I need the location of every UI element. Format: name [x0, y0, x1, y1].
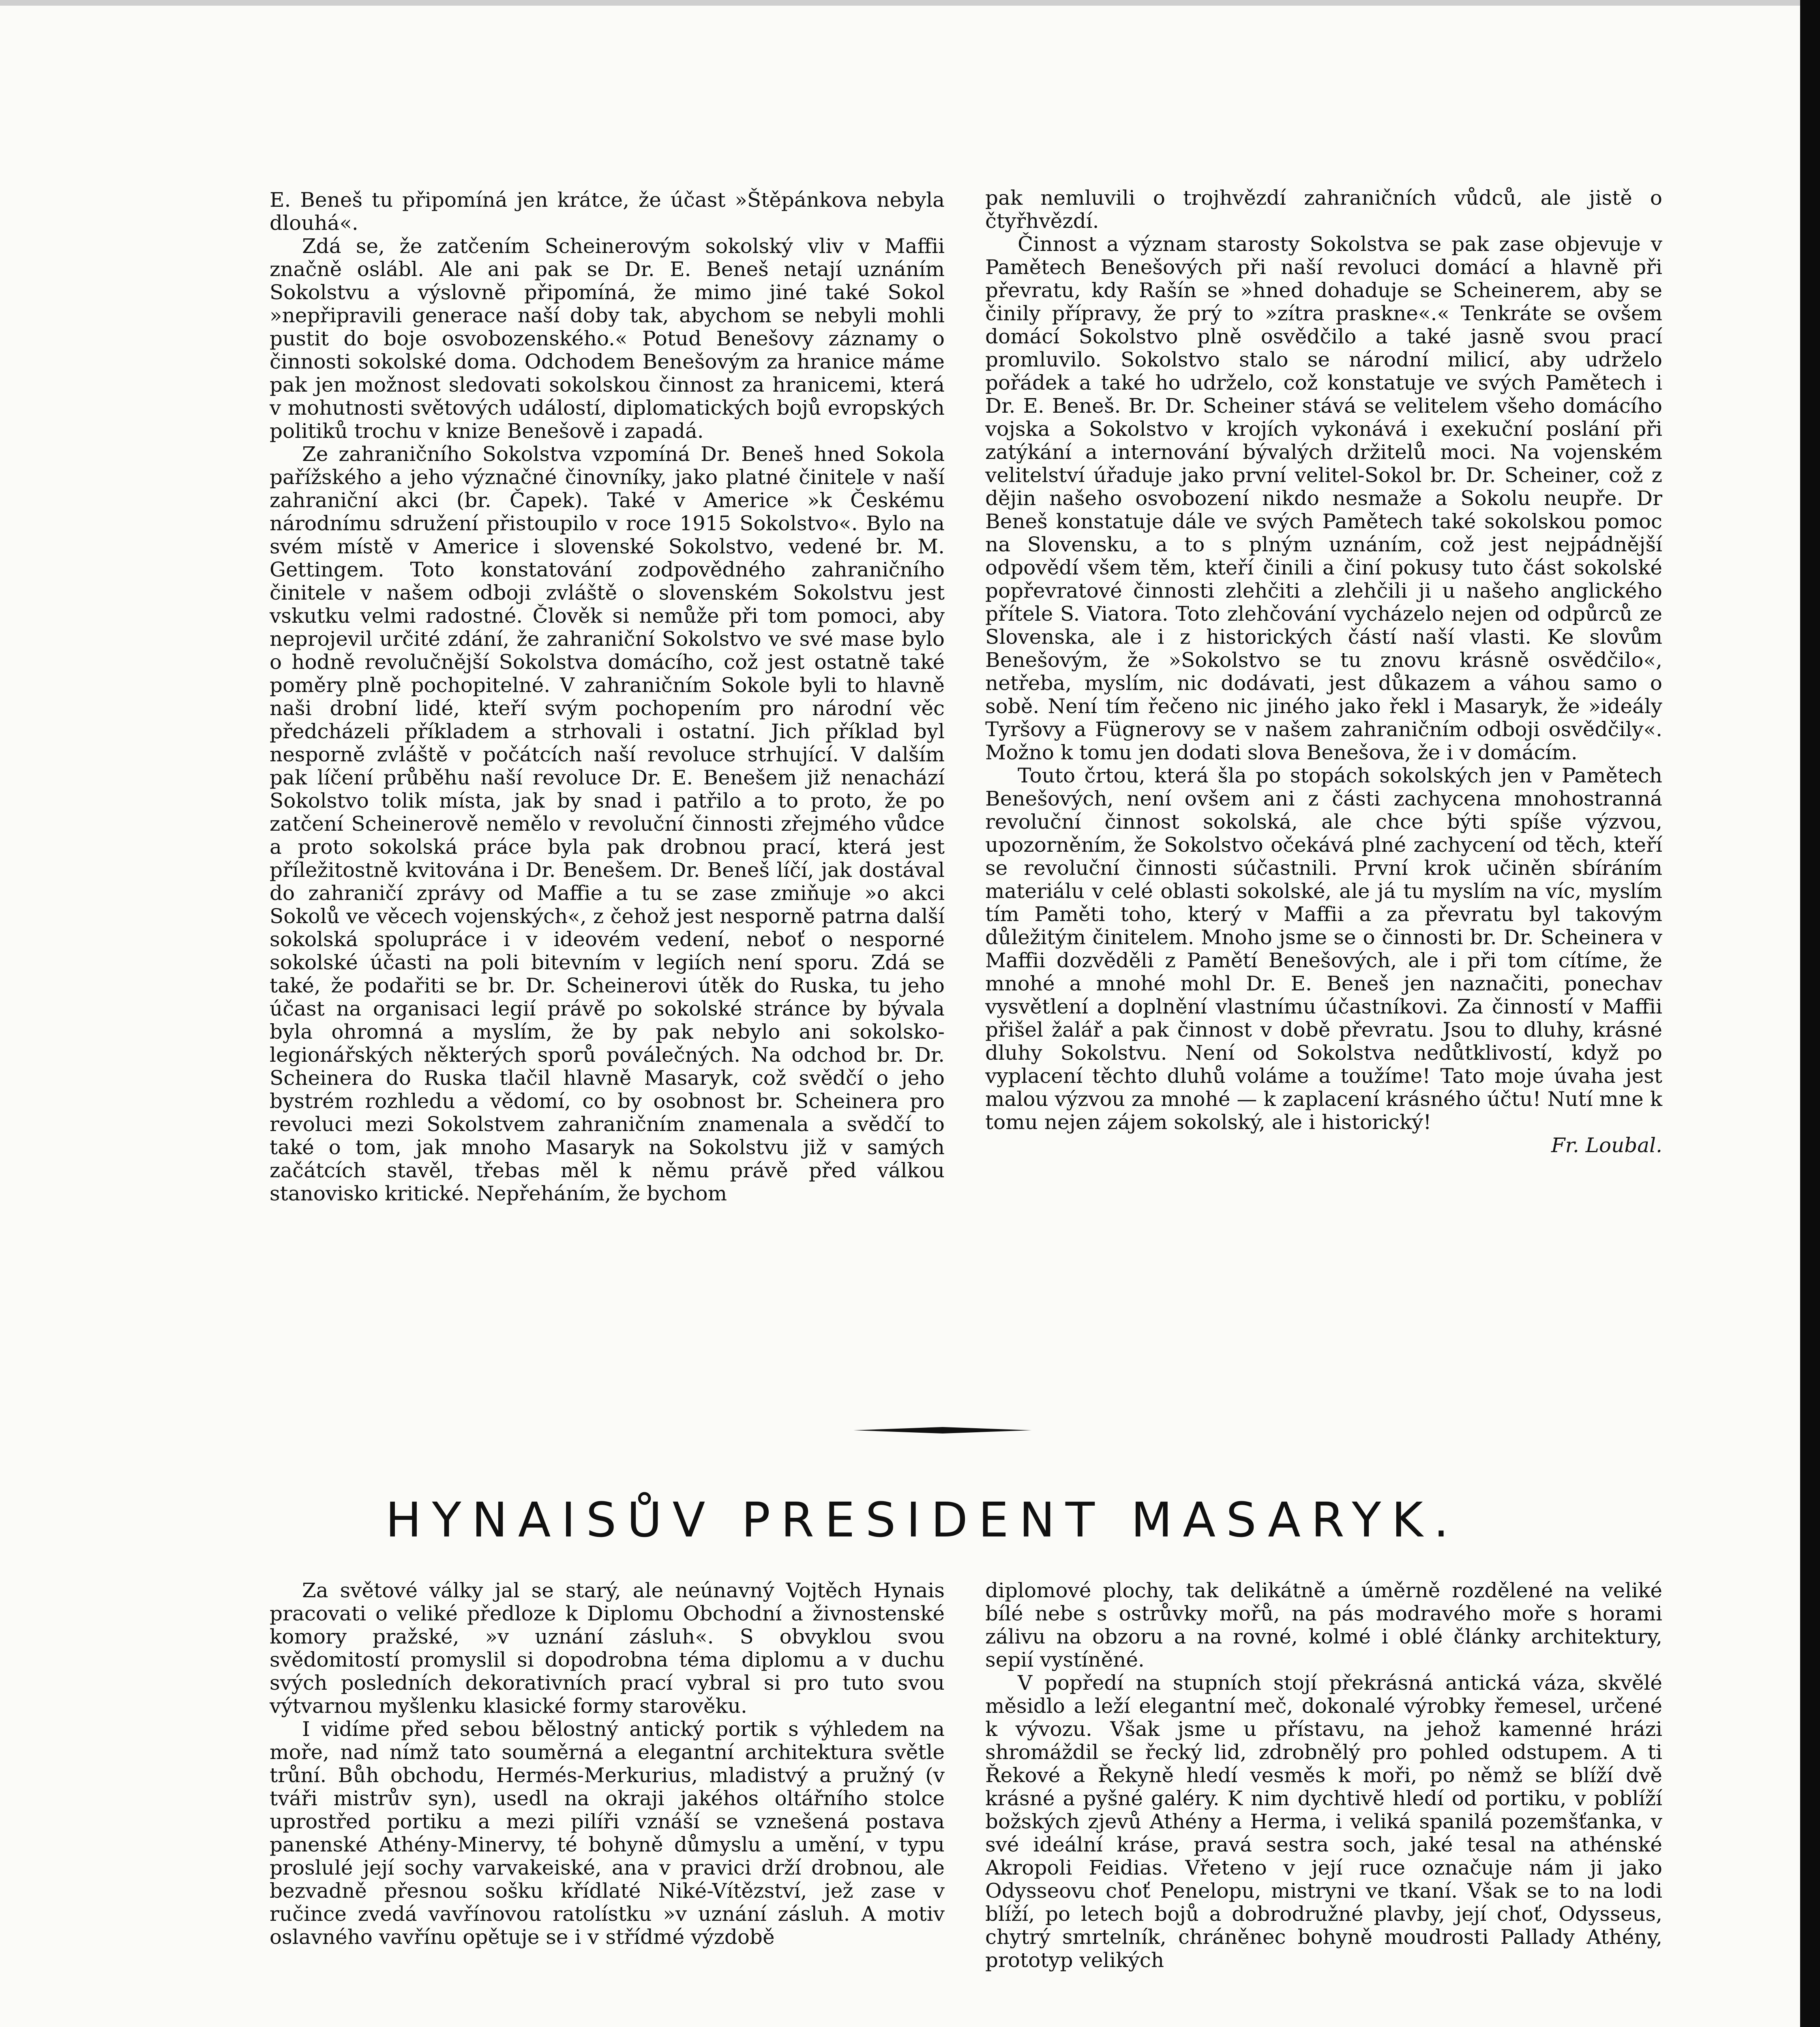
author-signature: Fr. Loubal. — [1551, 1133, 1662, 1157]
paragraph: E. Beneš tu připomíná jen krátce, že účast »Štěpánkova nebyla dlouhá«. — [270, 188, 945, 235]
scan-right-edge — [1800, 0, 1820, 2027]
scan-top-edge — [0, 0, 1800, 6]
paragraph: Ze zahraničního Sokolstva vzpomíná Dr. Beneš hned Sokola pařížského a jeho význačné činovníky, jako platné činitele v naší zahraniční akci (br. Čapek). Také v Americe »k Českému národnímu sdružení přistoupilo v roce 1915 Sokolstvo«. Bylo na svém místě v Americe i slovenské Sokolstvo, vedené br. M. Gettingem. Toto konstatování zodpovědného zahraničního činitele v našem odboji zvláště o slovenském Sokolstvu jest vskutku velmi radostné. Člověk si nemůže při tom pomoci, aby neprojevil určité zdání, že zahraniční Sokolstvo ve své mase bylo o hodně revolučnější Sokolstva domácího, což jest ostatně také poměry plně pochopitelné. V zahraničním Sokole byli to hlavně naši drobní lidé, kteří svým pochopením pro národní věc předcházeli příkladem a strhovali i ostatní. Jich příklad byl nesporně zvláště v počátcích naší revoluce strhující. V dalším pak líčení průběhu naší revoluce Dr. E. Benešem již nenachází Sokolstvo tolik místa, jak by snad i patřilo a to proto, že po zatčení Scheinerově nemělo v revoluční činnosti zřejmého vůdce a proto sokolská práce byla pak drobnou prací, která jest příležitostně kvitována i Dr. Benešem. Dr. Beneš líčí, jak dostával do zahraničí zprávy od Maffie a tu se zase zmiňuje »o akci Sokolů ve věcech vojenských«, z čehož jest nesporně patrna další sokolská spolupráce i v ideovém vedení, neboť o nesporné sokolské účasti na poli bitevním v legiích není sporu. Zdá se také, že podařiti se br. Dr. Scheinerovi útěk do Ruska, tu jeho účast na organisaci legií právě po sokolské stránce by bývala byla ohromná a myslím, že by pak nebylo ani sokolsko-legionářských některých sporů poválečných. Na odchod br. Dr. Scheinera do Ruska tlačil hlavně Masaryk, což svědčí o jeho bystrém rozhledu a vědomí, co by osobnost br. Scheinera pro revoluci mezi Sokolstvem zahraničním znamenala a svědčí to také o tom, jak mnoho Masaryk na Sokolstvu již v samých začátcích stavěl, třebas měl k němu právě před válkou stanovisko kritické. Nepřeháním, že bychom — [270, 442, 945, 1205]
paragraph: Činnost a význam starosty Sokolstva se pak zase objevuje v Pamětech Benešových při naší revoluci domácí a hlavně při převratu, kdy Rašín se »hned dohaduje se Scheinerem, aby se činily přípravy, že prý to »zítra praskne«.« Tenkráte se ovšem domácí Sokolstvo plně osvědčilo a také jasně svou prací promluvilo. Sokolstvo stalo se národní milicí, aby udrželo pořádek a také ho udrželo, což konstatuje ve svých Pamětech i Dr. E. Beneš. Br. Dr. Scheiner stává se velitelem všeho domácího vojska a Sokolstvo v krojích vykonává i exekuční poslání při zatýkání a internování bývalých držitelů moci. Na vojenském velitelství úřaduje jako první velitel-Sokol br. Dr. Scheiner, což z dějin našeho osvobození nikdo nesmaže a Sokolu neupře. Dr Beneš konstatuje dále ve svých Pamětech také sokolskou pomoc na Slovensku, a to s plným uznáním, což jest nejpádnější odpovědí všem těm, kteří činili a činí pokusy tuto část sokolské popřevratové činnosti zlehčiti a zlehčili ji u našeho anglického přítele S. Viatora. Toto zlehčování vycházelo nejen od odpůrců ze Slovenska, ale i z historických částí naší vlasti. Ke slovům Benešovým, že »Sokolstvo se tu znovu krásně osvědčilo«, netřeba, myslím, nic dodávati, jest důkazem a váhou samo o sobě. Není tím řečeno nic jiného jako řekl i Masaryk, že »ideály Tyršovy a Fügnerovy se v našem zahraničním odboji osvědčily«. Možno k tomu jen dodati slova Benešova, že i v domácím. — [985, 232, 1662, 764]
top-article-left-column — [270, 189, 945, 1205]
top-article-right-column — [985, 186, 1662, 1157]
paragraph: pak nemluvili o trojhvězdí zahraničních vůdců, ale jistě o čtyřhvězdí. — [985, 186, 1662, 233]
bottom-article-left-column — [270, 1579, 945, 1949]
paragraph: Zdá se, že zatčením Scheinerovým sokolský vliv v Maffii značně oslábl. Ale ani pak se Dr. E. Beneš netají uznáním Sokolstvu a výslovně připomíná, že mimo jiné také Sokol »nepřipravili generace naší doby tak, abychom se nebyli mohli pustit do boje osvobozenského.« Potud Benešovy záznamy o činnosti sokolské doma. Odchodem Benešovým za hranice máme pak jen možnost sledovati sokolskou činnost za hranicemi, která v mohutnosti světových událostí, diplomatických bojů evropských politiků trochu v knize Benešově i zapadá. — [270, 234, 945, 443]
section-divider-rule — [853, 1427, 1032, 1433]
paragraph: Za světové války jal se starý, ale neúnavný Vojtěch Hynais pracovati o veliké předloze k Diplomu Obchodní a živnostenské komory pražské, »v uznání zásluh«. S obvyklou svou svědomitostí promyslil si dopodrobna téma diplomu a v duchu svých posledních dekorativních prací vybral si pro tuto svou výtvarnou myšlenku klasické formy starověku. — [270, 1579, 945, 1718]
bottom-article-right-column — [985, 1579, 1662, 1972]
paragraph: I vidíme před sebou bělostný antický portik s výhledem na moře, nad nímž tato souměrná a elegantní architektura světle trůní. Bůh obchodu, Hermés-Merkurius, mladistvý a pružný (v tváři mistrův syn), usedl na okraji jakéhos oltářního stolce uprostřed portiku a mezi pilíři vznáší se vznešená postava panenské Athény-Minervy, té bohyně důmyslu a umění, v typu proslulé její sochy varvakeiské, ana v pravici drží drobnou, ale bezvadně přesnou sošku křídlaté Niké-Vítězství, jež zase v ručince zvedá vavřínovou ratolístku »v uznání zásluh. A motiv oslavného vavřínu opětuje se i v střídmé výzdobě — [270, 1717, 945, 1949]
divider-shape — [853, 1427, 1032, 1433]
article-title: HYNAISŮV PRESIDENT MASARYK. — [385, 1492, 1460, 1548]
paragraph: diplomové plochy, tak delikátně a úměrně rozdělené na veliké bílé nebe s ostrůvky mořů, na pás modravého moře s horami zálivu na obzoru a na rovné, kolmé i oblé články architektury, sepií vystíněné. — [985, 1579, 1662, 1671]
paragraph: V popředí na stupních stojí překrásná antická váza, skvělé měsidlo a leží elegantní meč, dokonalé výrobky řemesel, určené k vývozu. Však jsme u přístavu, na jehož kamenné hrázi shromáždil se řecký lid, zdrobnělý pro pohled odstupem. A ti Řekové a Řekyně hledí vesměs k moři, po němž se blíží dvě krásné a pyšné galéry. K nim dychtivě hledí od portiku, v poblíží božských zjevů Athény a Herma, i veliká spanilá pozemšťanka, v své ideální kráse, pravá sestra soch, jaké tesal na athénské Akropoli Feidias. Vřeteno v její ruce označuje nám ji jako Odysseovu choť Penelopu, mistryni ve tkaní. Však se to na lodi blíží, po letech bojů a dobrodružné plavby, její choť, Odysseus, chytrý smrtelník, chráněnec bohyně moudrosti Pallady Athény, prototyp velikých — [985, 1671, 1662, 1972]
paragraph: Touto črtou, která šla po stopách sokolských jen v Pamětech Benešových, není ovšem ani z části zachycena mnohostranná revoluční činnost sokolská, ale chce býti spíše výzvou, upozorněním, že Sokolstvo očekává plné zachycení od těch, kteří se revoluční činnosti súčastnili. První krok učiněn sbíráním materiálu v celé oblasti sokolské, ale já tu myslím na víc, myslím tím Paměti toho, který v Maffii a za převratu byl takovým důležitým činitelem. Mnoho jsme se o činnosti br. Dr. Scheinera v Maffii dozvěděli z Pamětí Benešových, ale i při tom cítíme, že mnohé a mnohé mohl Dr. E. Beneš jen naznačiti, ponechav vysvětlení a doplnění vlastnímu účastníkovi. Za činností v Maffii přišel žalář a pak činnost v době převratu. Jsou to dluhy, krásné dluhy Sokolstvu. Není od Sokolstva nedůtklivostí, když po vyplacení těchto dluhů voláme a toužíme! Tato moje úvaha jest malou výzvou za mnohé — k zaplacení krásného účtu! Nutí mne k tomu nejen zájem sokolský, ale i historický! — [985, 764, 1662, 1134]
